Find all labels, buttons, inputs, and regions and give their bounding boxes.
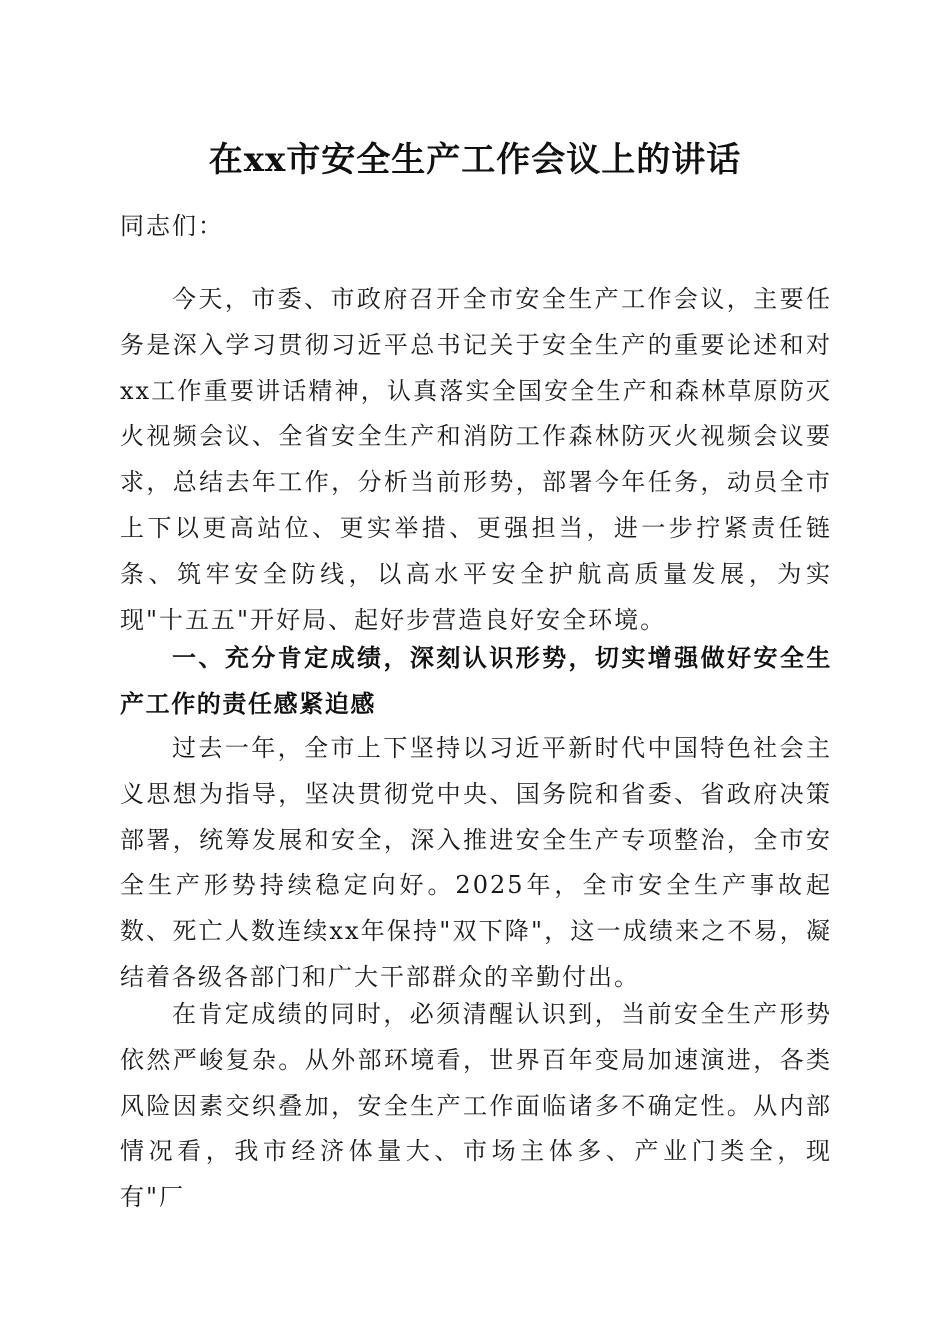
document-title: 在xx市安全生产工作会议上的讲话 [208,140,742,180]
paragraph-situation: 在肯定成绩的同时，必须清醒认识到，当前安全生产形势依然严峻复杂。从外部环境看，世界百年变局加速演进，各类风险因素交织叠加，安全生产工作面临诸多不确定性。从内部情况看，我市经济体量大、市场主体多、产业门类全，现有"厂 [120,1000,832,1212]
paragraph-achievements: 过去一年，全市上下坚持以习近平新时代中国特色社会主义思想为指导，坚决贯彻党中央、国务院和省委、省政府决策部署，统筹发展和安全，深入推进安全生产专项整治，全市安全生产形势持续稳定向好。2025年，全市安全生产事故起数、死亡人数连续xx年保持"双下降"，这一成绩来之不易，凝结着各级各部门和广大干部群众的辛勤付出。 [120,734,832,991]
section-heading: 一、充分肯定成绩，深刻认识形势，切实增强做好安全生产工作的责任感紧迫感 [120,644,832,718]
paragraph-intro: 今天，市委、市政府召开全市安全生产工作会议，主要任务是深入学习贯彻习近平总书记关于安全生产的重要论述和对xx工作重要讲话精神，认真落实全国安全生产和森林草原防灭火视频会议、全省安全生产和消防工作森林防灭火视频会议要求，总结去年工作，分析当前形势，部署今年任务，动员全市上下以更高站位、更实举措、更强担当，进一步拧紧责任链条、筑牢安全防线，以高水平安全护航高质量发展，为实现"十五五"开好局、起好步营造良好安全环境。 [120,285,832,634]
salutation: 同志们： [120,212,224,240]
